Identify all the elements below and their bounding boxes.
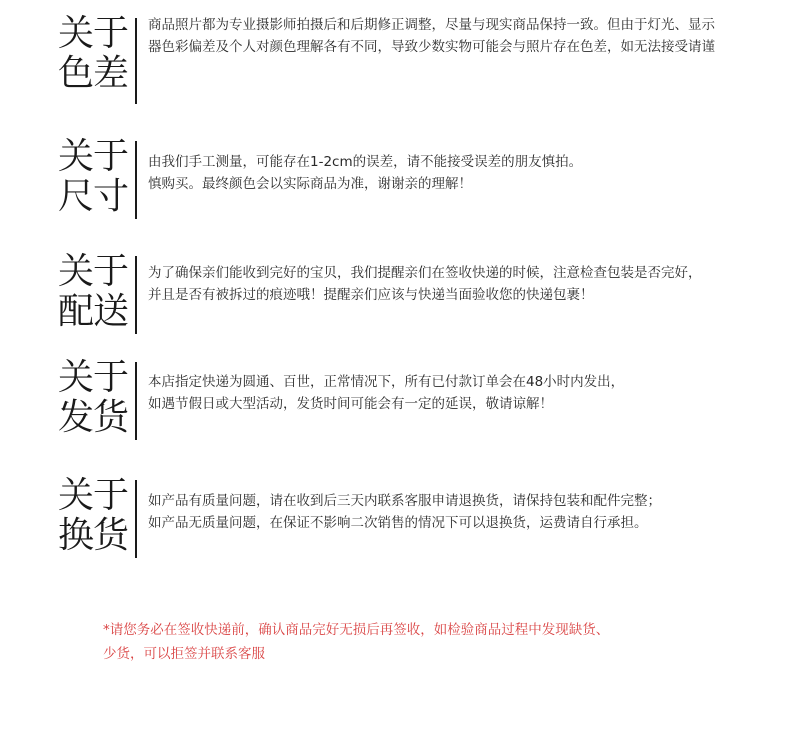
red-notice [103, 618, 743, 666]
section-heading [58, 358, 132, 438]
vertical-divider [135, 362, 137, 440]
body-line-2: 并且是否有被拆过的痕迹哦！提醒亲们应该与快递当面验收您的快递包裹！ [148, 287, 594, 303]
heading-line-2: 配送 [58, 291, 129, 332]
heading-line-1: 关于 [58, 13, 129, 54]
body-line-2: 器色彩偏差及个人对颜色理解各有不同，导致少数实物可能会与照片存在色差，如无法接受请谨 [148, 39, 715, 55]
vertical-divider [135, 480, 137, 558]
heading-line-2: 色差 [58, 53, 129, 94]
heading-line-2: 发货 [58, 397, 129, 438]
body-line-2: 如遇节假日或大型活动，发货时间可能会有一定的延误，敬请谅解！ [148, 396, 553, 412]
body-line-1: 商品照片都为专业摄影师拍摄后和后期修正调整，尽量与现实商品保持一致。但由于灯光、显示 [148, 17, 715, 33]
body-line-2: 慎购买。最终颜色会以实际商品为准，谢谢亲的理解！ [148, 176, 472, 192]
body-line-1: 为了确保亲们能收到完好的宝贝，我们提醒亲们在签收快递的时候，注意检查包装是否完好， [148, 265, 702, 281]
section-body [148, 14, 753, 58]
vertical-divider [135, 256, 137, 334]
body-line-1: 本店指定快递为圆通、百世，正常情况下，所有已付款订单会在48小时内发出， [148, 374, 625, 390]
body-line-1: 如产品有质量问题，请在收到后三天内联系客服申请退换货，请保持包装和配件完整； [148, 493, 661, 509]
body-line-2: 如产品无质量问题，在保证不影响二次销售的情况下可以退换货，运费请自行承担。 [148, 515, 648, 531]
section-body [148, 371, 753, 415]
heading-line-1: 关于 [58, 136, 129, 177]
section-body [148, 490, 753, 534]
body-line-1: 由我们手工测量，可能存在1-2cm的误差，请不能接受误差的朋友慎拍。 [148, 154, 583, 170]
heading-line-1: 关于 [58, 475, 129, 516]
section-body [148, 262, 753, 306]
section-heading [58, 476, 132, 556]
heading-line-2: 换货 [58, 515, 129, 556]
heading-line-2: 尺寸 [58, 176, 129, 217]
vertical-divider [135, 141, 137, 219]
section-heading [58, 252, 132, 332]
heading-line-1: 关于 [58, 357, 129, 398]
notice-line-2: 少货，可以拒签并联系客服 [103, 646, 265, 662]
vertical-divider [135, 18, 137, 104]
section-body [148, 151, 753, 195]
heading-line-1: 关于 [58, 251, 129, 292]
section-heading [58, 137, 132, 217]
section-heading [58, 14, 132, 94]
notice-line-1: *请您务必在签收快递前，确认商品完好无损后再签收，如检验商品过程中发现缺货、 [103, 622, 610, 638]
